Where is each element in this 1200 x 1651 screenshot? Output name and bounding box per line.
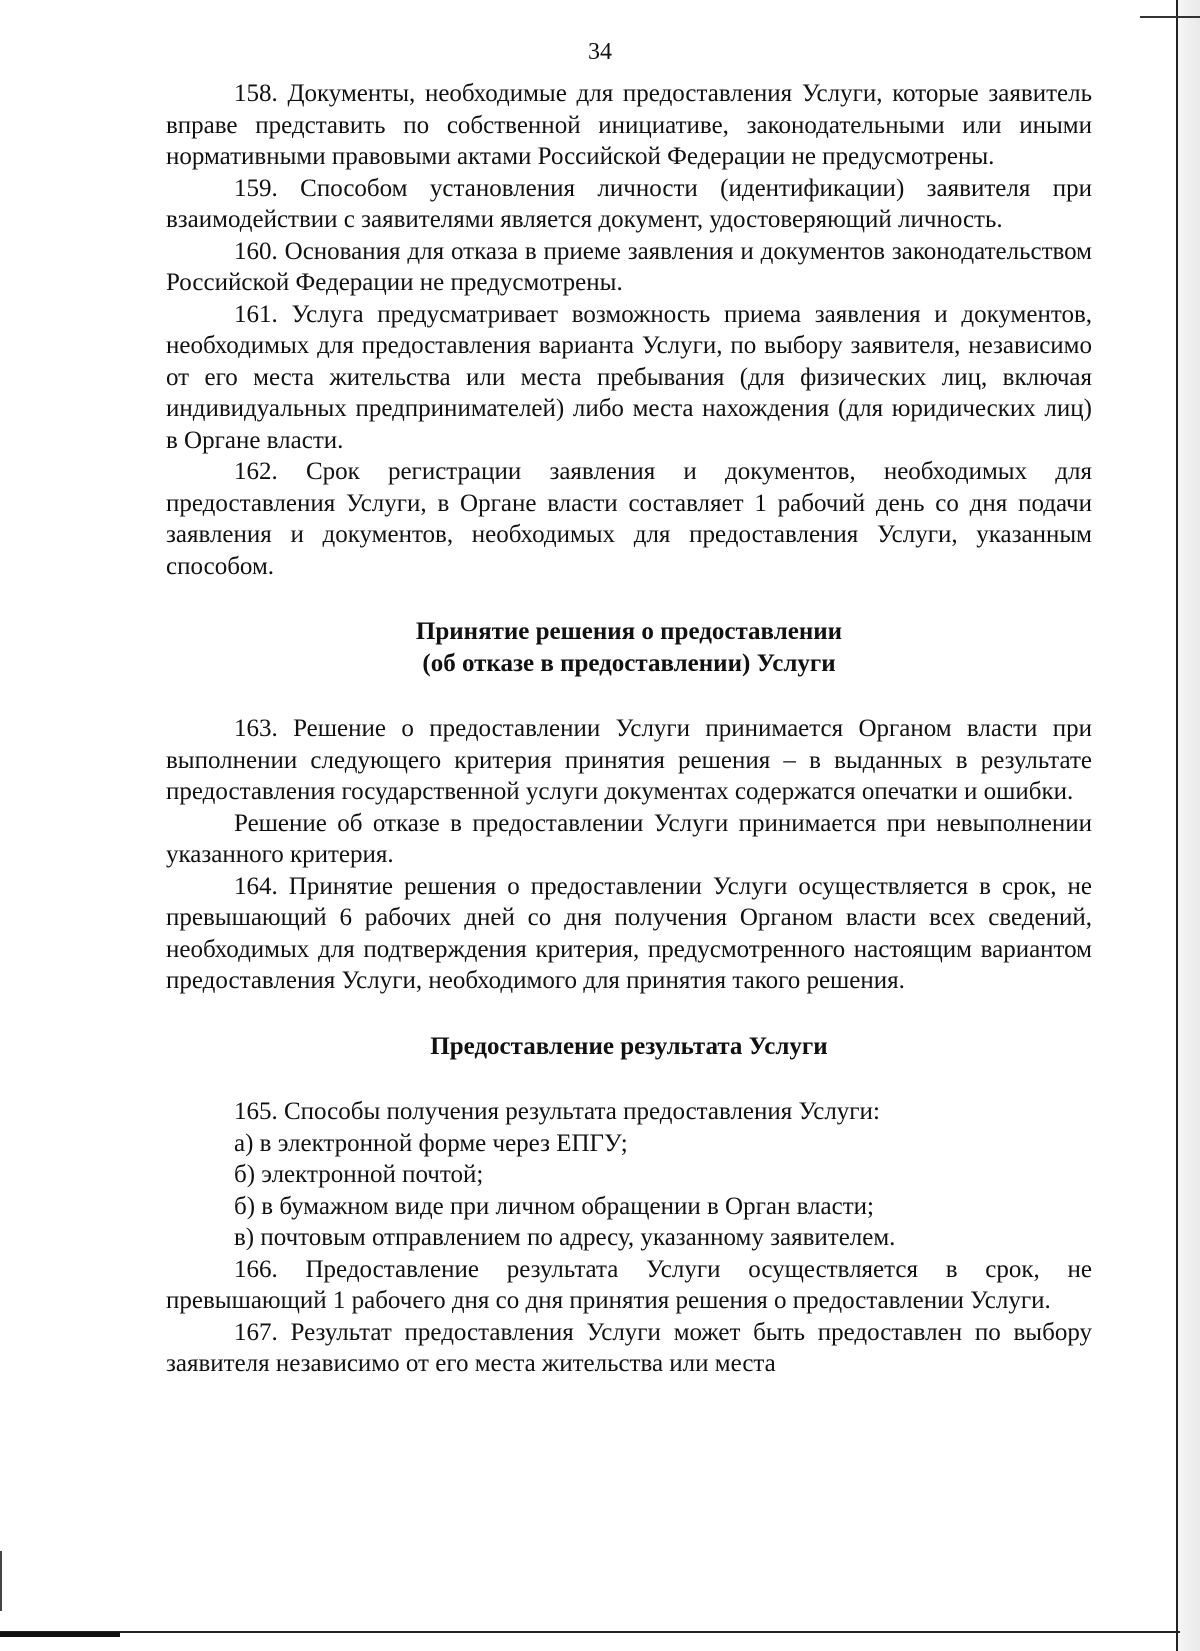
spacer bbox=[166, 582, 1092, 616]
scan-left-tick bbox=[0, 1551, 2, 1611]
spacer bbox=[166, 997, 1092, 1031]
list-item-a: а) в электронной форме через ЕПГУ; bbox=[234, 1129, 628, 1157]
spacer bbox=[166, 1062, 1092, 1096]
paragraph-159: 159. Способом установления личности (идентификации) заявителя при взаимодействии с заявителями является документ, удостоверяющий личность. bbox=[166, 174, 1092, 233]
list-item-b-email: б) электронной почтой; bbox=[234, 1161, 484, 1188]
paragraph-162: 162. Срок регистрации заявления и документов, необходимых для предоставления Услуги, в Органе власти составляет 1 рабочий день со дня подачи заявления и документов, необходимых для предоставления Услуги, указанным способом. bbox=[166, 458, 1092, 580]
scan-edge-right bbox=[1176, 0, 1200, 1651]
page-number: 34 bbox=[588, 39, 612, 65]
paragraph-164: 164. Принятие решения о предоставлении Услуги осуществляется в срок, не превышающий 6 рабочих дней со дня получения Органом власти всех сведений, необходимых для подтверждения критерия, предусмотренного настоящим вариантом предоставления Услуги, необходимого для принятия такого решения. bbox=[166, 872, 1092, 994]
section-heading-result: Предоставление результата Услуги bbox=[430, 1032, 828, 1060]
paragraph-161: 161. Услуга предусматривает возможность приема заявления и документов, необходимых для предоставления варианта Услуги, по выбору заявителя, независимо от его места жительства или места пребывания (для физических лиц, включая индивидуальных предпринимателей) либо места нахождения (для юридических лиц) в Органе власти. bbox=[166, 300, 1092, 454]
list-item-b-paper: б) в бумажном виде при личном обращении в Орган власти; bbox=[234, 1192, 874, 1220]
paragraph-158: 158. Документы, необходимые для предоставления Услуги, которые заявитель вправе представить по собственной инициативе, законодательными или иными нормативными правовыми актами Российской Федерации не предусмотрены. bbox=[166, 80, 1092, 170]
section-heading-decision-line1: Принятие решения о предоставлении bbox=[415, 618, 843, 645]
paragraph-165: 165. Способы получения результата предоставления Услуги: bbox=[234, 1098, 880, 1125]
paragraph-refusal: Решение об отказе в предоставлении Услуги принимается при невыполнении указанного критерия. bbox=[166, 809, 1092, 868]
paragraph-163: 163. Решение о предоставлении Услуги принимается Органом власти при выполнении следующего критерия принятия решения – в выданных в результате предоставления государственной услуги документах содержатся опечатки и ошибки. bbox=[166, 715, 1092, 805]
scan-bottom-line bbox=[0, 1631, 1180, 1633]
list-item-v: в) почтовым отправлением по адресу, указанному заявителем. bbox=[234, 1224, 896, 1251]
document-body bbox=[166, 78, 1092, 1380]
section-heading-decision-line2: (об отказе в предоставлении) Услуги bbox=[422, 649, 836, 677]
paragraph-160: 160. Основания для отказа в приеме заявления и документов законодательством Российской Федерации не предусмотрены. bbox=[166, 237, 1092, 296]
scan-edge-top bbox=[1140, 0, 1200, 18]
paragraph-166: 166. Предоставление результата Услуги осуществляется в срок, не превышающий 1 рабочего дня со дня принятия решения о предоставлении Услуги. bbox=[166, 1255, 1092, 1314]
scan-bottom-mark bbox=[0, 1632, 120, 1637]
paragraph-167: 167. Результат предоставления Услуги может быть предоставлен по выбору заявителя независимо от его места жительства или места bbox=[166, 1318, 1092, 1377]
spacer bbox=[166, 679, 1092, 713]
